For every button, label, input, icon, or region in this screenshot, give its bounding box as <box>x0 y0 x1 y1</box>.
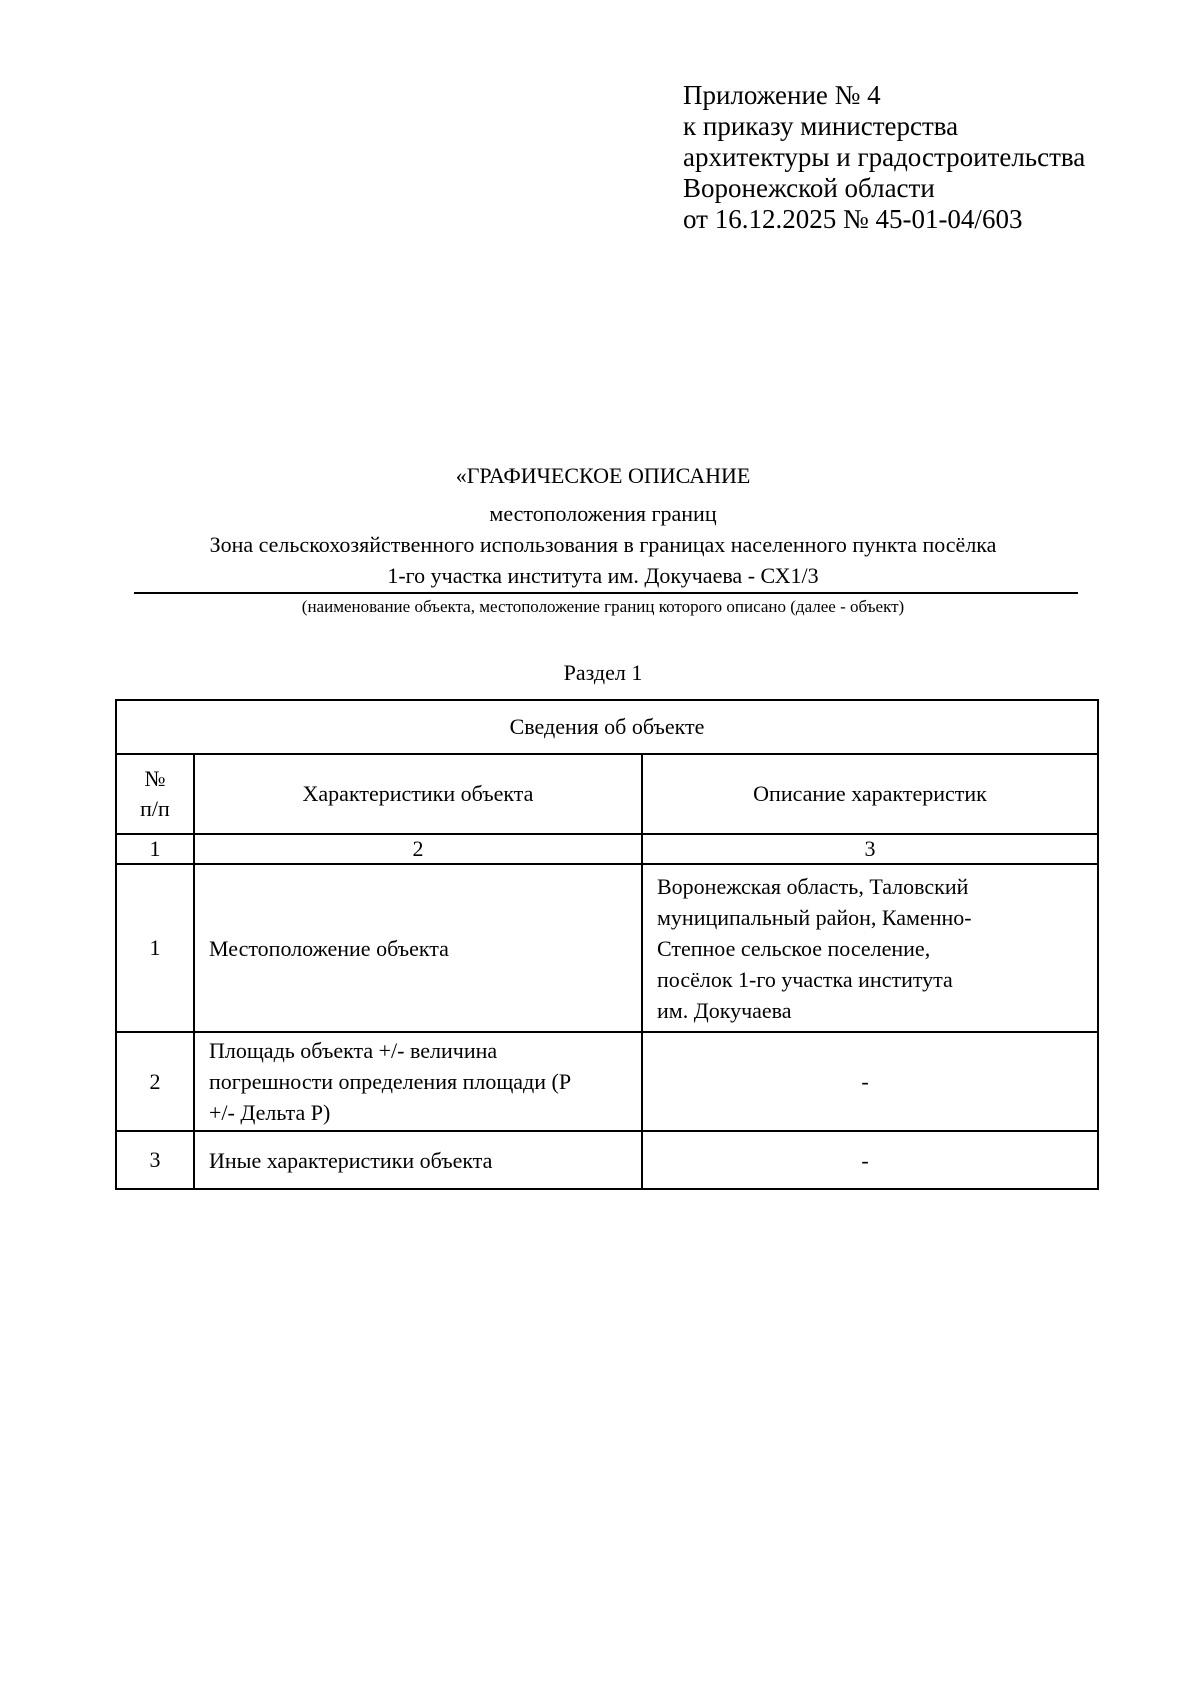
subtitle-line: местоположения границ <box>489 501 717 526</box>
subtitle-line: Зона сельскохозяйственного использования в границах населенного пункта посёлка <box>209 532 997 557</box>
table-row <box>116 1131 1098 1189</box>
appendix-block <box>683 80 1085 235</box>
table-caption-row <box>116 700 1098 754</box>
row-characteristic: Иные характеристики объекта <box>194 1131 642 1189</box>
row-characteristic: Площадь объекта +/- величина погрешности определения площади (Р +/- Дельта Р) <box>194 1032 642 1131</box>
document-title: «ГРАФИЧЕСКОЕ ОПИСАНИЕ <box>455 463 751 488</box>
table-caption: Сведения об объекте <box>116 700 1098 754</box>
table-row <box>116 864 1098 1032</box>
appendix-line: архитектуры и градостроительства <box>683 142 1086 172</box>
table-row <box>116 1032 1098 1131</box>
column-number: 2 <box>194 834 642 864</box>
row-number: 1 <box>116 864 194 1032</box>
row-number: 2 <box>116 1032 194 1131</box>
row-description: Воронежская область, Таловский муниципальный район, Каменно- Степное сельское поселение, посёлок 1-го участка института им. Докучаева <box>642 864 1098 1032</box>
appendix-line: от 16.12.2025 № 45-01-04/603 <box>683 204 1023 234</box>
row-description: - <box>642 1131 1098 1189</box>
column-number-row <box>116 834 1098 864</box>
row-characteristic: Местоположение объекта <box>194 864 642 1032</box>
subtitle-line: 1-го участка института им. Докучаева - СХ1/3 <box>387 563 819 588</box>
header-num: № п/п <box>116 754 194 834</box>
appendix-line: Воронежской области <box>683 173 935 203</box>
row-number: 3 <box>116 1131 194 1189</box>
row-description: - <box>642 1032 1098 1131</box>
column-number: 3 <box>642 834 1098 864</box>
title-underline <box>134 592 1078 594</box>
header-characteristic: Характеристики объекта <box>194 754 642 834</box>
table-header-row <box>116 754 1098 834</box>
appendix-line: Приложение № 4 <box>683 80 881 110</box>
object-info-table <box>115 699 1099 1190</box>
column-number: 1 <box>116 834 194 864</box>
document-subtitle <box>131 498 1075 591</box>
appendix-line: к приказу министерства <box>683 111 959 141</box>
section-title: Раздел 1 <box>563 660 643 685</box>
header-description: Описание характеристик <box>642 754 1098 834</box>
title-footnote: (наименование объекта, местоположение границ которого описано (далее - объект) <box>301 597 905 616</box>
